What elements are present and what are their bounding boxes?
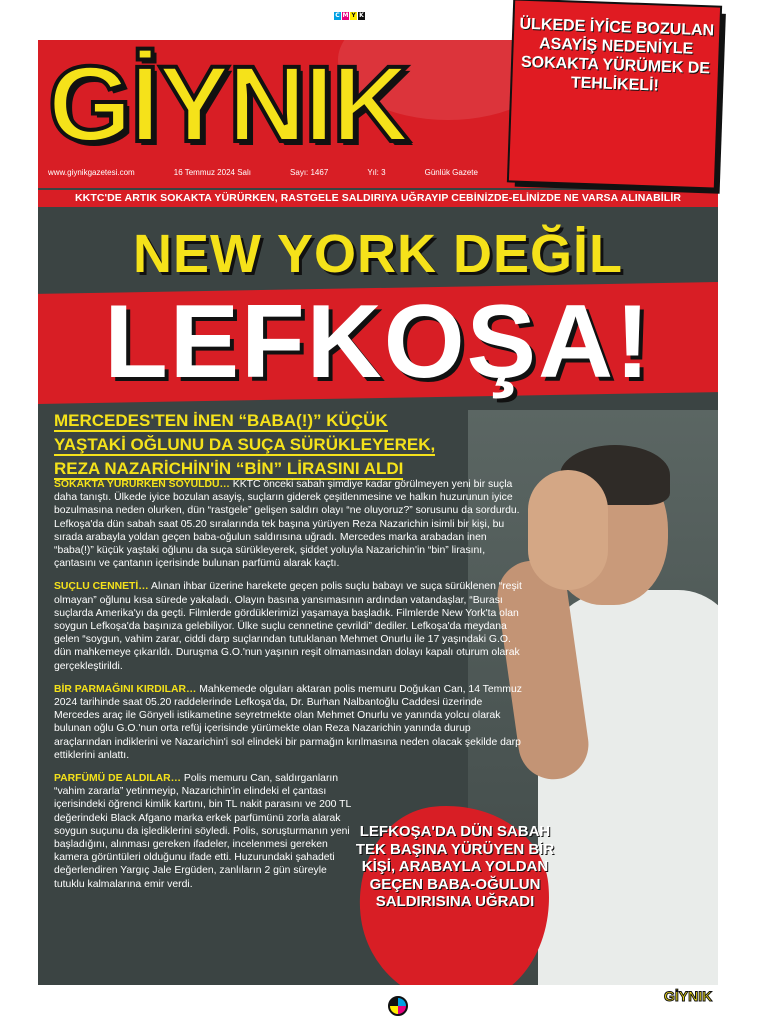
paragraph-1-text: KKTC önceki sabah şimdiye kadar görülmeyen yeni bir suçla daha tanıştı. Ülkede iyice bozulan asayiş, suçların giderek çeşitlenmesine ve halkın huzurunun iyice bozulmasına neden olurken, dün “rastgele” gelişen saldırı olayı “ne oluyoruz?” sorusunu da sordurdu. Lefkoşa'da dün sabah saat 05.20 sıralarında tek başına yürüyen Reza Nazarichin isimli bir kişi, bu sırada arabayla yoldan geçen baba-oğulun saldırısına uğradı. Mercedes marka arabadan inen “baba(!)” küçük yaştaki oğlunu da suça sürükleyerek, şiddet yoluyla Nazarichin'in “bin” lirasını, çantasını ve çantanın içerisinde bulunan parfümü alarak kaçtı. xyxy=(54,479,520,570)
ticker-banner: KKTC'DE ARTIK SOKAKTA YÜRÜRKEN, RASTGELE SALDIRIYA UĞRAYIP CEBİNİZDE-ELİNİZDE NE VARSA ALINABİLİR xyxy=(38,190,718,207)
issue-year: Yıl: 3 xyxy=(367,168,386,177)
paragraph-1-lead: SOKAKTA YÜRÜRKEN SOYULDU… xyxy=(54,479,230,490)
cmyk-c: C xyxy=(335,12,340,19)
paragraph-4-text: Polis memuru Can, saldırganların “vahim zararla” yetinmeyip, Nazarichin'in elindeki el çantası içerisindeki öğrenci kimlik kartını, bin TL nakit parasını ve 200 TL değerindeki Black Afgano marka erkek parfümünü zorla alarak soygun suçunu da işlediklerini söyledi. Polis, soruşturmanın yeni başladığını, alınması gereken ifadeler, incelenmesi gereken kamera görüntüleri olduğunu ifade etti. Huzurundaki şahadeti değerlendiren Yargıç Jale Ergüden, zanlıların 2 gün süreyle tutuklu kalmalarına emir verdi. xyxy=(54,773,351,890)
paragraph-2-lead: SUÇLU CENNETİ… xyxy=(54,581,149,593)
footer-logo: GİYNIK xyxy=(664,988,713,1004)
registration-mark-icon xyxy=(388,996,408,1016)
callout-bubble xyxy=(350,797,560,985)
subhead-line-3: REZA NAZARİCHİN'İN “BİN” LİRASINI ALDI xyxy=(54,459,404,478)
promo-box xyxy=(509,0,720,187)
paragraph-2-text: Alınan ihbar üzerine harekete geçen polis suçlu babayı ve suça sürüklenen “reşit olmayan” oğlunu kısa sürede yakaladı. Olayın basına yansımasının ardından vatandaşlar, “Burası suçlarda Amerika'yı da geçti. Filmlerde gördüklerimizi yaşamaya başladık. Filmlerde New York'ta olan soygun Lefkoşa'da başınıza gelebiliyor. Ülke suçlu cennetine çevrildi” dediler. Lefkoşa'da meydana gelen “soygun, vahim zarar, ciddi darp suçlarından tutuklanan Mehmet Onurlu ile 17 yaşındaki G.O. dün mahkemeye çıkarıldı. Duruşma G.O.'nun yaşının reşit olmamasından dolayı kapalı oturum olarak gerçekleştirildi. xyxy=(54,581,522,672)
hand-over-face xyxy=(528,470,608,590)
paragraph-3-lead: BİR PARMAĞINI KIRDILAR… xyxy=(54,683,197,695)
headline-line-2: LEFKOŞA! xyxy=(104,284,652,400)
issue-number: Sayı: 1467 xyxy=(290,168,329,177)
paragraph-1 xyxy=(54,478,524,570)
callout-text: LEFKOŞA'DA DÜN SABAH TEK BAŞINA YÜRÜYEN BİR KİŞİ, ARABAYLA YOLDAN GEÇEN BABA-OĞULUN SALDIRISINA UĞRADI xyxy=(355,823,555,910)
subhead-line-1: MERCEDES'TEN İNEN “BABA(!)” KÜÇÜK xyxy=(54,411,388,430)
issue-date: 16 Temmuz 2024 Salı xyxy=(173,168,251,177)
paragraph-3 xyxy=(54,683,524,762)
subhead-line-2: YAŞTAKİ OĞLUNU DA SUÇA SÜRÜKLEYEREK, xyxy=(54,435,436,454)
promo-text: ÜLKEDE İYİCE BOZULAN ASAYİŞ NEDENİYLE SOKAKTA YÜRÜMEK DE TEHLİKELİ! xyxy=(519,15,715,95)
paragraph-3-text: Mahkemede olguları aktaran polis memuru Doğukan Can, 14 Temmuz 2024 tarihinde saat 05.20 raddelerinde Lefkoşa'da, Dr. Burhan Nalbantoğlu Caddesi üzerinde Mercedes araç ile Gönyeli istikametine seyretmekte olan Mehmet Onurlu ve yanında yolcu olarak bulunan oğlu G.O.'nun orta refüj içerisinde yürümekte olan Reza Nazarichin yanında durup araçlarından indiklerini ve Nazarichin'i sol elindeki bir parmağın kırılmasına neden olacak şekilde darp ettiklerini anlattı. xyxy=(54,683,522,761)
dateline xyxy=(48,168,478,177)
paragraph-4-lead: PARFÜMÜ DE ALDILAR… xyxy=(54,773,181,785)
cmyk-k: K xyxy=(359,12,364,19)
cmyk-m: M xyxy=(342,12,349,19)
website-link[interactable]: www.giynikgazetesi.com xyxy=(48,168,135,177)
newspaper-logo[interactable]: GİYNIK xyxy=(48,43,409,164)
frequency-label: Günlük Gazete xyxy=(424,168,478,177)
cmyk-color-bar xyxy=(334,12,365,20)
cmyk-y: Y xyxy=(351,12,356,19)
paragraph-4 xyxy=(54,772,354,891)
headline-line-1: NEW YORK DEĞİL xyxy=(132,224,624,284)
paragraph-2 xyxy=(54,580,524,672)
subheadline xyxy=(54,410,484,482)
